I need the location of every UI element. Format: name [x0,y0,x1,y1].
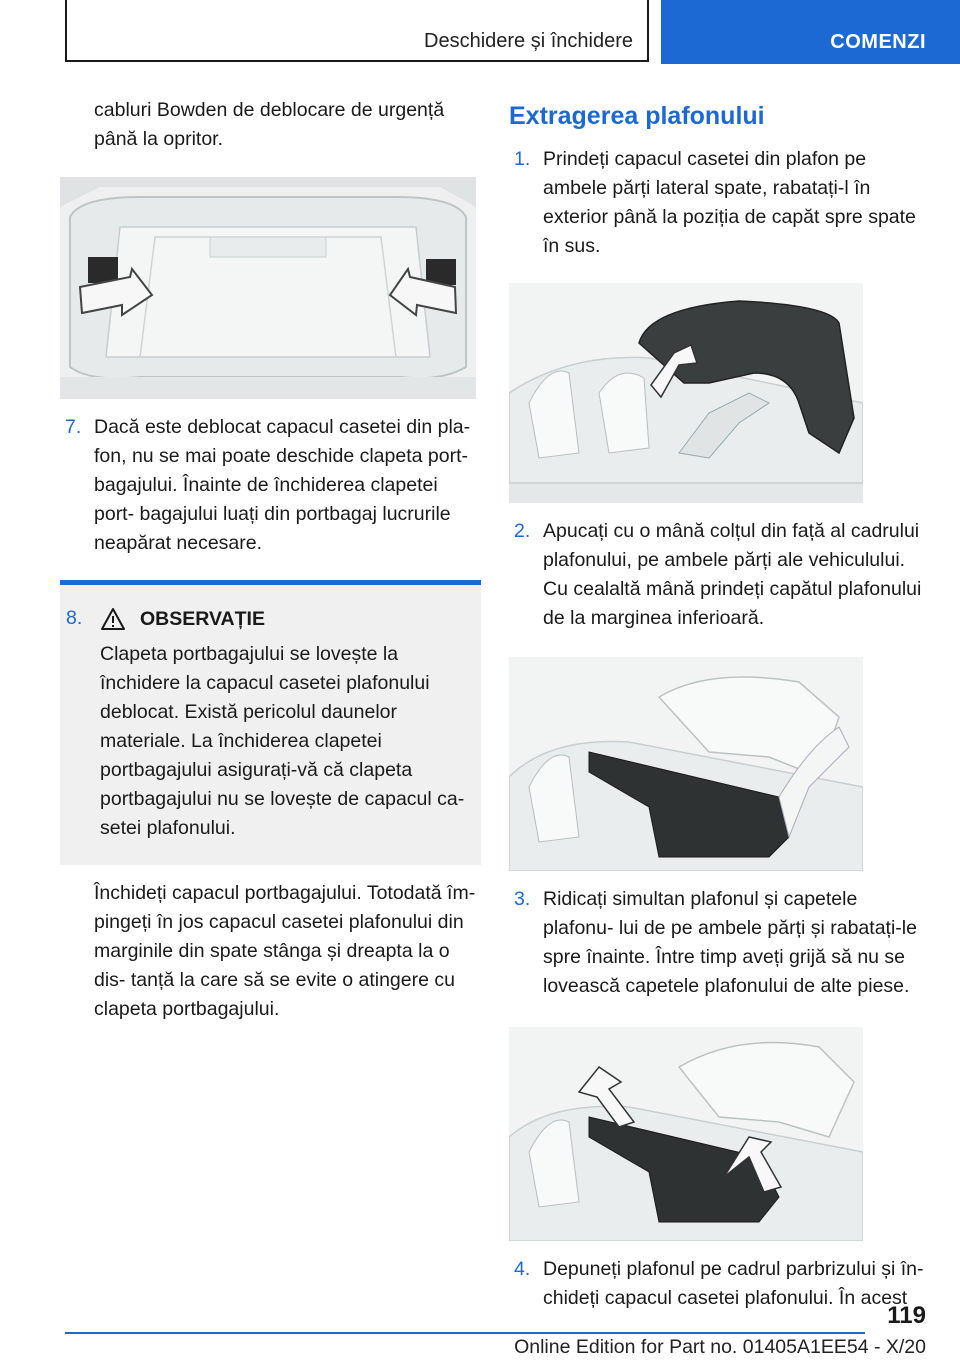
warning-title [100,605,471,634]
figure-roof-frame [509,657,863,871]
step-7 [60,413,481,558]
after-text [60,879,481,1024]
left-column [60,96,481,1024]
step-7-number: 7. [65,416,82,438]
step-2 [509,517,929,633]
page-header [0,0,960,66]
step-2-text: Apucați cu o mână colțul din față al cadrului plafonului, pe ambele părți ale vehiculului. Cu cealaltă mână prindeți capătul plafonului de la marginea inferioară. [543,520,922,629]
chapter-tab [661,0,960,64]
step-8-number: 8. [66,607,83,629]
footer-divider [65,1332,865,1334]
step-3 [509,885,929,1001]
figure-roof-cover [509,283,863,503]
intro-line-1: cabluri Bowden de deblocare de urgență [94,99,445,121]
step-1-number: 1. [514,148,531,170]
step-1 [509,145,929,261]
edition-text: Online Edition for Part no. 01405A1EE54 - X/20 [514,1336,926,1358]
right-column [509,96,929,1313]
intro-line-2: până la opritor. [94,128,224,150]
warning-triangle-icon [100,607,126,631]
section-heading: Extragerea plafonului [509,102,765,130]
intro-text [60,96,481,154]
warning-box [60,580,481,865]
after-paragraph: Închideți capacul portbagajului. Totodată îm- pingeți în jos capacul casetei plafonului din marginile din spate stânga și dreapta la o dis- tanță la care să se evite o atingere cu clapeta portbagajului. [94,882,476,1020]
roof-cover-illustration [509,283,863,503]
trunk-figure [60,177,476,399]
step-1-text: Prindeți capacul casetei din plafon pe ambele părți lateral spate, rabatați-l în exterior până la poziția de capăt spre spate în sus. [543,148,916,257]
step-3-number: 3. [514,888,531,910]
section-tab [65,0,649,62]
section-title: Deschidere și închidere [424,30,633,52]
warning-text: Clapeta portbagajului se lovește la închidere la capacul casetei plafonului deblocat. Există pericolul daunelor materiale. La închiderea clapetei portbagajului asigurați-vă că clapeta portbagajului nu se lovește de capacul ca- setei plafonului. [100,643,465,839]
step-2-number: 2. [514,520,531,542]
figure-roof-lift [509,1027,863,1241]
step-4-number: 4. [514,1258,531,1280]
roof-lift-illustration [509,1027,863,1241]
step-7-text: Dacă este deblocat capacul casetei din pla- fon, nu se mai poate deschide clapeta port- bagajului. Înainte de închiderea clapetei port- bagajului luați din portbagaj lucrurile neapărat necesare. [94,416,471,554]
page-number: 119 [887,1302,926,1329]
roof-frame-illustration [509,657,863,871]
step-3-text: Ridicați simultan plafonul și capetele plafonu- lui de pe ambele părți și rabatați-le spre înainte. Între timp aveți grijă să nu se lovească capetele plafonului de alte piese. [543,888,917,997]
chapter-title: COMENZI [830,31,926,53]
step-4-text: Depuneți plafonul pe cadrul parbrizului și în- chideți capacul casetei plafonului. În acest [543,1258,924,1309]
step-4 [509,1255,929,1313]
warning-title-text: OBSERVAȚIE [140,608,265,630]
trunk-illustration [60,177,476,399]
